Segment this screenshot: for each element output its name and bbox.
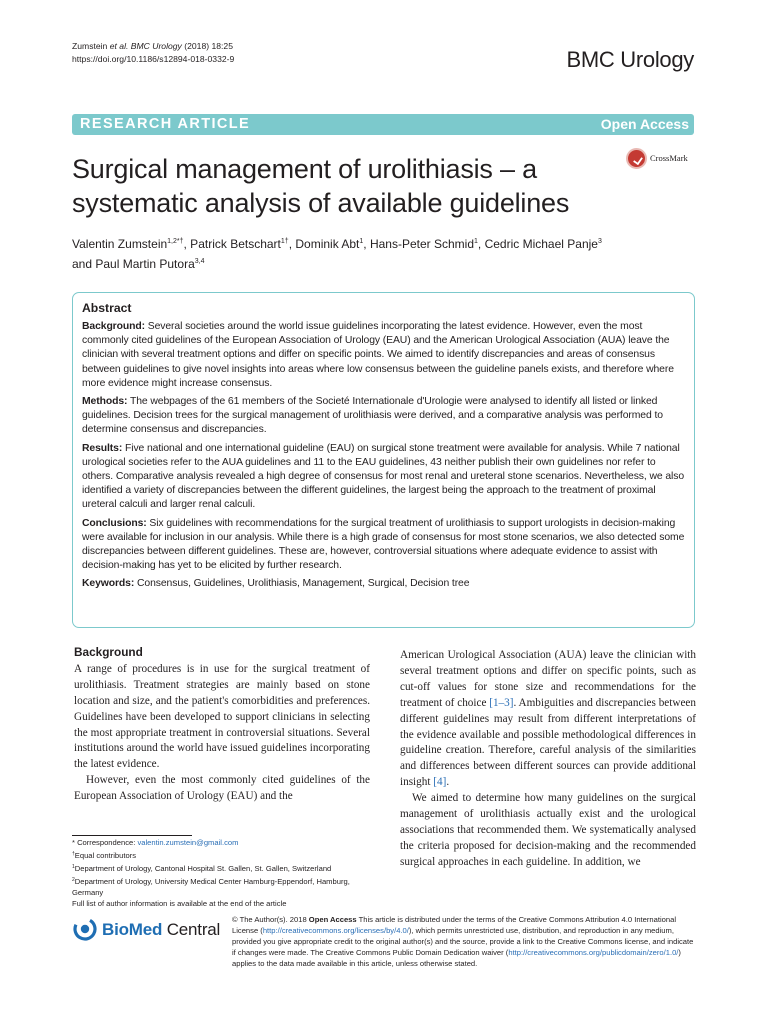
- abstract-section-label: Conclusions:: [82, 517, 147, 529]
- citation-journal: et al. BMC Urology: [107, 41, 182, 51]
- abstract-results: [82, 442, 686, 513]
- body-column-left: [74, 645, 370, 805]
- citation-link[interactable]: [1–3]: [489, 696, 514, 709]
- author-affiliation: 1: [474, 238, 478, 245]
- license-statement: [232, 915, 698, 970]
- citation-volume: (2018) 18:25: [181, 41, 233, 51]
- keywords-text: Consensus, Guidelines, Urolithiasis, Management, Surgical, Decision tree: [134, 578, 470, 590]
- article-title: Surgical management of urolithiasis – a systematic analysis of available guidelines: [72, 154, 570, 218]
- footnote-divider: [72, 835, 192, 836]
- license-open-access: Open Access: [308, 915, 357, 924]
- author-name[interactable]: , Patrick Betschart: [183, 237, 281, 251]
- license-text: ), which permits unrestricted use, distribution, and reproduction in any medium, provided you give appropriate credit to the original author(s) and the source, provide a link to the Creative Commons license, and indicate if changes were made. The Creative Commons Public Domain Dedication waiver (: [232, 925, 694, 957]
- abstract-methods: [82, 395, 686, 438]
- footnote-marker: †: [72, 850, 75, 857]
- license-text: © The Author(s). 2018: [232, 915, 309, 924]
- abstract-section-label: Methods:: [82, 396, 128, 408]
- body-paragraph: However, even the most commonly cited guidelines of the European Association of Urology (EAU) and the: [74, 774, 370, 803]
- affiliation-1: [72, 862, 372, 875]
- license-url-link[interactable]: http://creativecommons.org/licenses/by/4.0/: [262, 925, 409, 935]
- crossmark-icon: [626, 148, 647, 169]
- abstract-section-text: The webpages of the 61 members of the Societé Internationale d'Urologie were analysed to identify all listed or linked guidelines. Decision trees for the surgical management of urolithiasis were derived, and a comparative analysis was performed to determine consensus and discrepancies.: [82, 396, 663, 436]
- license-text: ) applies to the data made available in this article, unless otherwise stated.: [232, 947, 681, 968]
- crossmark-label: CrossMark: [650, 153, 688, 163]
- footnote-marker: 2: [72, 876, 75, 883]
- abstract-section-text: Several societies around the world issue guidelines incorporating the latest evidence. However, even the most commonly cited guidelines of the European Association of Urology (EAU) and the American Urological Association (AUA) leave the clinician with several treatment options and differ on specific points. We aimed to identify discrepancies and areas of consensus between guidelines to give novel insights into areas where low consensus between the guideline panels exists, and therefore where more evidence might increase consensus.: [82, 321, 674, 389]
- license-url-link[interactable]: http://creativecommons.org/publicdomain/zero/1.0/: [508, 947, 679, 957]
- full-author-info-note: Full list of author information is available at the end of the article: [72, 898, 287, 908]
- author-name[interactable]: , Cedric Michael Panje: [477, 237, 598, 251]
- author-affiliation: 1: [359, 238, 364, 245]
- author-name[interactable]: , Dominik Abt: [288, 237, 360, 251]
- logo-word-central: Central: [162, 920, 221, 939]
- citation-header: [72, 40, 234, 65]
- body-paragraph: [400, 648, 696, 791]
- logo-wordmark: [102, 920, 220, 940]
- author-name[interactable]: and Paul Martin Putora: [72, 257, 195, 271]
- body-column-right: [400, 648, 696, 871]
- crossmark-badge[interactable]: [626, 148, 698, 170]
- article-type-label: RESEARCH ARTICLE: [80, 116, 251, 132]
- correspondence-email-link[interactable]: valentin.zumstein@gmail.com: [137, 838, 239, 847]
- correspondence-label: * Correspondence:: [72, 838, 138, 847]
- abstract-section-label: Keywords:: [82, 578, 135, 590]
- abstract-section-text: Six guidelines with recommendations for the surgical treatment of urolithiasis to support urologists in decision-making were available for inclusion in our analysis. While there is a high grade of consensus for most stone scenarios, we also detected some discrepancies between different guidelines. These are, however, controversial situations where adequate evidence to assist with decision-making has yet to be elicited by further research.: [82, 517, 685, 572]
- footnote-text: Department of Urology, Cantonal Hospital St. Gallen, St. Gallen, Switzerland: [74, 863, 332, 873]
- citation-line: [72, 40, 234, 53]
- author-name[interactable]: Valentin Zumstein: [72, 237, 168, 251]
- correspondence-line: [72, 838, 372, 849]
- biomed-central-logo-icon: [73, 917, 97, 941]
- footnote-text: Department of Urology, University Medical Center Hamburg-Eppendorf, Hamburg, Germany: [72, 876, 350, 897]
- doi-link[interactable]: https://doi.org/10.1186/s12894-018-0332-9: [72, 53, 235, 64]
- equal-contributors-note: [72, 849, 372, 862]
- abstract-background: [82, 320, 686, 391]
- body-paragraph: We aimed to determine how many guidelines on the surgical management of urolithiasis actually exist and the urological associations that recommended them. We systematically analysed the criteria proposed for decision-making and the recommended surgical approaches in each guideline. In addition, we: [400, 792, 696, 868]
- license-text: This article is distributed under the terms of the Creative Commons Attribution 4.0 International License (: [232, 915, 677, 935]
- abstract-box: [72, 292, 695, 628]
- abstract-section-text: Five national and one international guideline (EAU) on surgical stone treatment were available for analysis. While 7 national urological societies refer to the AUA guidelines and 11 to the EAU guidelines, 43 neither publish their own guidelines nor refer to others. Comparative analysis revealed a high degree of consensus for most renal and ureteral stone scenarios. Nevertheless, we also identified a variety of discrepancies between the different guidelines, the largest being the approach to the treatment of proximal ureteral calculi and larger renal calculi.: [82, 442, 685, 511]
- paragraph-text: American Urological Association (AUA) leave the clinician with several treatment options and differ on specific points, such as cut-off values for stone size and recommendations for the treatment of choice: [400, 649, 696, 709]
- footnotes: [72, 838, 372, 909]
- author-affiliation: 3: [597, 238, 602, 245]
- author-affiliation: 3,4: [194, 258, 205, 265]
- abstract-keywords: [82, 577, 686, 591]
- footnote-text: Equal contributors: [74, 850, 136, 860]
- citation-author: Zumstein: [72, 41, 108, 51]
- open-access-label: Open Access: [600, 116, 689, 132]
- citation-link[interactable]: [4]: [433, 776, 447, 789]
- abstract-section-label: Results:: [82, 442, 123, 454]
- body-paragraph: A range of procedures is in use for the surgical treatment of urolithiasis. Treatment strategies are mainly based on stone location and size, and the patient's comorbidities and preferences. Guidelines have been developed to support clinicians in selecting the most appropriate treatment in controversial situations. Several institutions around the world have issued guidelines incorporating the latest evidence.: [74, 662, 370, 771]
- logo-word-biomed: BioMed: [102, 920, 163, 939]
- biomed-central-logo[interactable]: [73, 915, 223, 949]
- footnote-marker: 1: [72, 863, 75, 870]
- author-name[interactable]: , Hans-Peter Schmid: [363, 237, 475, 251]
- abstract-section-label: Background:: [82, 321, 145, 332]
- abstract-conclusions: [82, 517, 686, 574]
- affiliation-2: [72, 875, 372, 899]
- paragraph-text: .: [446, 776, 450, 789]
- author-list: [72, 233, 672, 273]
- paragraph-text: . Ambiguities and discrepancies between different guidelines may result from different interpretations of the evidence available and possible methodological differences in guideline creation. Therefore, careful analysis of the similarities and differences between different sources can provide additional insight: [400, 696, 696, 789]
- abstract-heading: Abstract: [82, 301, 132, 315]
- author-affiliation: 1†: [280, 238, 289, 245]
- journal-name: BMC Urology: [566, 47, 694, 72]
- section-heading-background: Background: [74, 645, 143, 659]
- author-affiliation: 1,2*†: [167, 238, 184, 245]
- article-type-banner: [72, 114, 694, 135]
